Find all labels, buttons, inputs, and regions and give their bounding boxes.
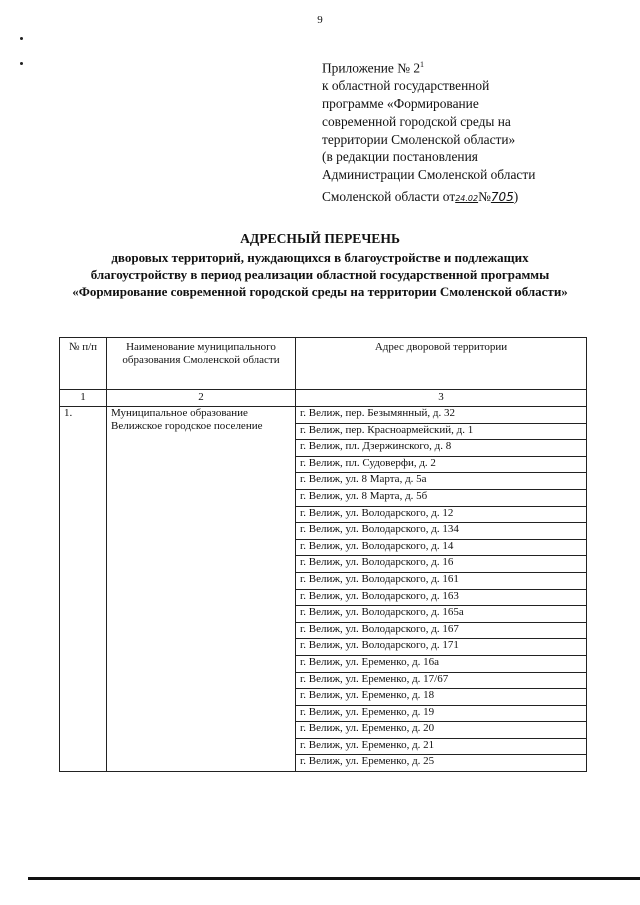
appendix-line xyxy=(322,188,622,208)
appendix-line: программе «Формирование xyxy=(322,96,479,112)
address-cell: г. Велиж, ул. 8 Марта, д. 5б xyxy=(296,489,587,506)
column-number: 3 xyxy=(296,390,587,407)
document-subtitle: дворовых территорий, нуждающихся в благоустройстве и подлежащих благоустройству в период реализации областной государственной программы «Формирование современной городской среды на территории Смоленской области» xyxy=(72,250,568,299)
address-cell: г. Велиж, ул. Володарского, д. 161 xyxy=(296,572,587,589)
address-cell: г. Велиж, ул. Володарского, д. 171 xyxy=(296,639,587,656)
address-cell: г. Велиж, ул. Еременко, д. 17/67 xyxy=(296,672,587,689)
address-cell: г. Велиж, ул. Володарского, д. 165а xyxy=(296,606,587,623)
address-cell: г. Велиж, пер. Безымянный, д. 32 xyxy=(296,407,587,424)
municipality-name: Муниципальное образование Велижское городское поселение xyxy=(107,407,296,772)
address-cell: г. Велиж, ул. Еременко, д. 16а xyxy=(296,655,587,672)
appendix-line xyxy=(322,56,622,77)
page-number: 9 xyxy=(317,14,323,26)
margin-dot xyxy=(20,62,23,65)
address-cell: г. Велиж, ул. Володарского, д. 134 xyxy=(296,523,587,540)
document-title: АДРЕСНЫЙ ПЕРЕЧЕНЬ xyxy=(240,231,400,246)
appendix-title: Приложение № 2 xyxy=(322,60,421,76)
appendix-block xyxy=(322,56,622,208)
address-cell: г. Велиж, ул. Володарского, д. 12 xyxy=(296,506,587,523)
bottom-rule xyxy=(28,877,640,880)
address-cell: г. Велиж, пл. Судоверфи, д. 2 xyxy=(296,456,587,473)
address-cell: г. Велиж, ул. Володарского, д. 163 xyxy=(296,589,587,606)
address-cell: г. Велиж, ул. Еременко, д. 19 xyxy=(296,705,587,722)
appendix-line: Администрации Смоленской области xyxy=(322,167,536,183)
number-sign: № xyxy=(478,189,491,205)
address-cell: г. Велиж, ул. 8 Марта, д. 5а xyxy=(296,473,587,490)
appendix-sup: 1 xyxy=(420,60,425,69)
header-municipality: Наименование муниципального образования Смоленской области xyxy=(107,338,296,390)
column-numbers-row xyxy=(60,390,587,407)
appendix-line: территории Смоленской области» xyxy=(322,131,516,147)
row-number: 1. xyxy=(60,407,107,772)
appendix-line: современной городской среды на xyxy=(322,113,511,129)
address-cell: г. Велиж, ул. Володарского, д. 167 xyxy=(296,622,587,639)
address-table xyxy=(59,337,587,772)
appendix-date-prefix: Смоленской области от xyxy=(322,189,456,205)
column-number: 2 xyxy=(107,390,296,407)
handwritten-date: 24.02 xyxy=(455,194,479,204)
margin-dot xyxy=(20,37,23,40)
appendix-line: к областной государственной xyxy=(322,78,490,94)
address-cell: г. Велиж, ул. Володарского, д. 14 xyxy=(296,539,587,556)
appendix-line: (в редакции постановления xyxy=(322,149,478,165)
address-cell: г. Велиж, пер. Красноармейский, д. 1 xyxy=(296,423,587,440)
address-cell: г. Велиж, ул. Еременко, д. 20 xyxy=(296,722,587,739)
handwritten-number: 705 xyxy=(490,190,514,205)
table-header-row xyxy=(60,338,587,390)
table-row xyxy=(60,407,587,424)
address-cell: г. Велиж, ул. Еременко, д. 18 xyxy=(296,689,587,706)
column-number: 1 xyxy=(60,390,107,407)
address-cell: г. Велиж, пл. Дзержинского, д. 8 xyxy=(296,440,587,457)
closing-paren: ) xyxy=(513,189,519,205)
header-number: № п/п xyxy=(60,338,107,390)
header-address: Адрес дворовой территории xyxy=(296,338,587,390)
address-cell: г. Велиж, ул. Володарского, д. 16 xyxy=(296,556,587,573)
address-cell: г. Велиж, ул. Еременко, д. 25 xyxy=(296,755,587,772)
address-cell: г. Велиж, ул. Еременко, д. 21 xyxy=(296,738,587,755)
